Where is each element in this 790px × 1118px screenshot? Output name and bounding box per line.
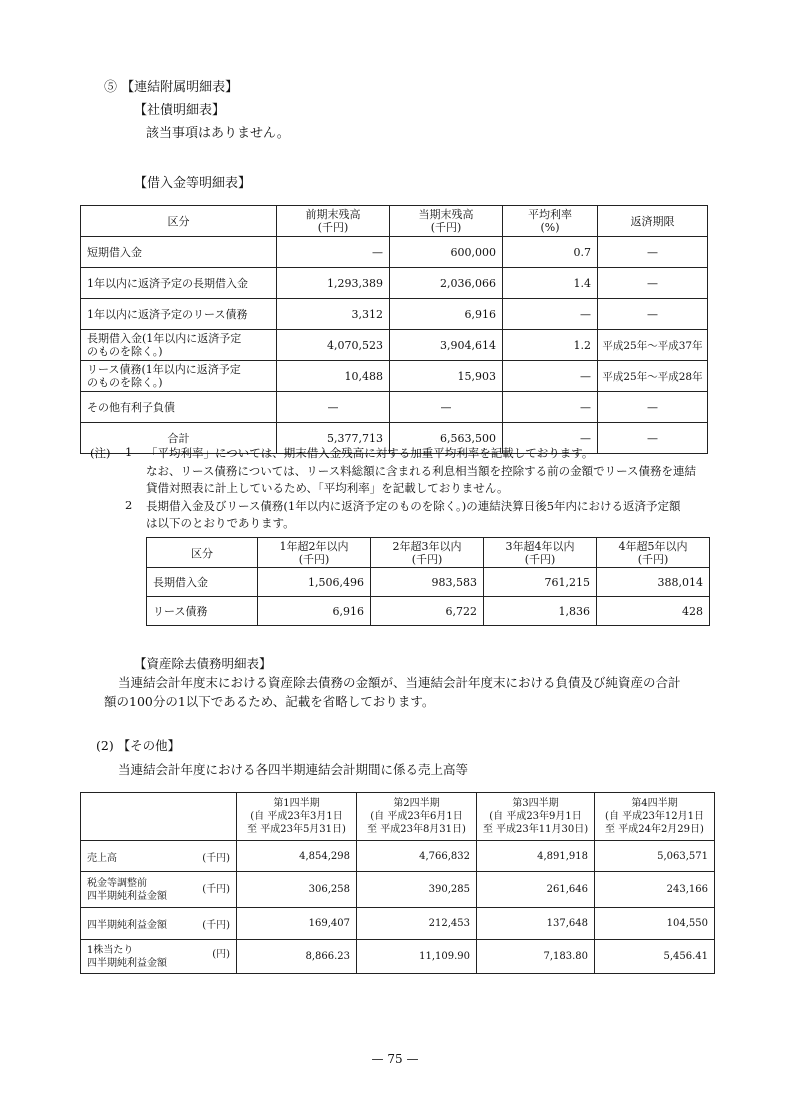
row-q2: 4,766,832 — [357, 841, 477, 872]
note2-line1: 長期借入金及びリース債務(1年以内に返済予定のものを除く。)の連結決算日後5年内における返済予定額 — [146, 499, 681, 513]
row-curr: — — [390, 392, 503, 423]
page-number: — 75 — — [371, 1052, 419, 1066]
row-q4: 243,166 — [595, 872, 715, 908]
table-row — [81, 872, 715, 908]
row-prev: — — [277, 237, 390, 268]
aro-line2: 額の100分の1以下であるため、記載を省略しております。 — [104, 694, 435, 709]
table-row — [147, 568, 710, 597]
table-row — [81, 841, 715, 872]
total-rate: — — [503, 423, 598, 454]
row-q1: 4,854,298 — [237, 841, 357, 872]
row-q4: 5,063,571 — [595, 841, 715, 872]
quarter-header-q4: 第4四半期 (自 平成23年12月1日 至 平成24年2月29日) — [595, 793, 715, 841]
repay-header-row — [147, 538, 710, 568]
repay-table — [146, 537, 710, 626]
row-prev: 3,312 — [277, 299, 390, 330]
repay-header-category: 区分 — [147, 538, 258, 568]
notes-marker: (注) — [90, 446, 111, 460]
row-rate: — — [503, 361, 598, 392]
row-prev: 4,070,523 — [277, 330, 390, 361]
loans-header-category: 区分 — [81, 206, 277, 237]
bonds-text: 該当事項はありません。 — [146, 126, 290, 141]
row-label: リース債務(1年以内に返済予定 のものを除く。) — [81, 361, 277, 392]
row-y2: 983,583 — [371, 568, 484, 597]
row-q4: 5,456.41 — [595, 940, 715, 974]
row-label: 長期借入金(1年以内に返済予定 のものを除く。) — [81, 330, 277, 361]
note2-number: 2 — [125, 498, 133, 512]
row-curr: 600,000 — [390, 237, 503, 268]
row-due: 平成25年～平成28年 — [598, 361, 708, 392]
note2-line2: は以下のとおりであります。 — [146, 516, 295, 530]
row-q2: 11,109.90 — [357, 940, 477, 974]
table-row — [81, 299, 708, 330]
loans-table — [80, 205, 708, 454]
quarter-header-blank — [81, 793, 237, 841]
table-row — [81, 237, 708, 268]
row-rate: 1.4 — [503, 268, 598, 299]
note1-line1: 「平均利率」については、期末借入金残高に対する加重平均利率を記載しております。 — [146, 446, 594, 460]
row-rate: — — [503, 299, 598, 330]
loans-header-prev: 前期末残高 (千円) — [277, 206, 390, 237]
quarter-table — [80, 792, 715, 974]
row-q2: 212,453 — [357, 908, 477, 940]
row-y4: 428 — [597, 597, 710, 626]
row-label: 長期借入金 — [147, 568, 258, 597]
row-due: — — [598, 392, 708, 423]
row-q1: 8,866.23 — [237, 940, 357, 974]
table-row — [81, 268, 708, 299]
table-row — [81, 908, 715, 940]
total-prev: 5,377,713 — [277, 423, 390, 454]
row-y3: 1,836 — [484, 597, 597, 626]
row-rate: 1.2 — [503, 330, 598, 361]
row-label: 1年以内に返済予定の長期借入金 — [81, 268, 277, 299]
row-rate: 0.7 — [503, 237, 598, 268]
row-y1: 6,916 — [258, 597, 371, 626]
row-curr: 3,904,614 — [390, 330, 503, 361]
row-label: リース債務 — [147, 597, 258, 626]
loans-heading: 【借入金等明細表】 — [134, 176, 252, 191]
row-prev: — — [277, 392, 390, 423]
repay-header-y3: 3年超4年以内 (千円) — [484, 538, 597, 568]
section2-heading: (2) 【その他】 — [96, 738, 181, 753]
row-q1: 169,407 — [237, 908, 357, 940]
quarter-header-q3: 第3四半期 (自 平成23年9月1日 至 平成23年11月30日) — [477, 793, 595, 841]
row-prev: 10,488 — [277, 361, 390, 392]
repay-header-y2: 2年超3年以内 (千円) — [371, 538, 484, 568]
total-label: 合計 — [81, 423, 277, 454]
repay-header-y1: 1年超2年以内 (千円) — [258, 538, 371, 568]
quarter-header-q1: 第1四半期 (自 平成23年3月1日 至 平成23年5月31日) — [237, 793, 357, 841]
table-row — [81, 940, 715, 974]
row-q3: 7,183.80 — [477, 940, 595, 974]
row-q3: 261,646 — [477, 872, 595, 908]
table-row — [81, 392, 708, 423]
row-curr: 15,903 — [390, 361, 503, 392]
row-label: (円) 1株当たり 四半期純利益金額 — [81, 940, 237, 974]
row-label: 短期借入金 — [81, 237, 277, 268]
row-due: — — [598, 268, 708, 299]
row-rate: — — [503, 392, 598, 423]
quarter-header-row — [81, 793, 715, 841]
row-y2: 6,722 — [371, 597, 484, 626]
row-q2: 390,285 — [357, 872, 477, 908]
section5-heading: ⑤ 【連結附属明細表】 — [104, 80, 239, 95]
row-q3: 4,891,918 — [477, 841, 595, 872]
row-q1: 306,258 — [237, 872, 357, 908]
loans-header-curr: 当期末残高 (千円) — [390, 206, 503, 237]
row-due: — — [598, 237, 708, 268]
table-row — [147, 597, 710, 626]
row-prev: 1,293,389 — [277, 268, 390, 299]
table-row — [81, 361, 708, 392]
table-row — [81, 330, 708, 361]
row-y4: 388,014 — [597, 568, 710, 597]
bonds-heading: 【社債明細表】 — [134, 103, 226, 118]
loans-header-row — [81, 206, 708, 237]
total-due: — — [598, 423, 708, 454]
quarter-header-q2: 第2四半期 (自 平成23年6月1日 至 平成23年8月31日) — [357, 793, 477, 841]
section2-subheading: 当連結会計年度における各四半期連結会計期間に係る売上高等 — [118, 762, 469, 777]
row-curr: 6,916 — [390, 299, 503, 330]
row-label: (千円) 税金等調整前 四半期純利益金額 — [81, 872, 237, 908]
row-q3: 137,648 — [477, 908, 595, 940]
row-curr: 2,036,066 — [390, 268, 503, 299]
total-curr: 6,563,500 — [390, 423, 503, 454]
row-label: 四半期純利益金額 (千円) — [81, 908, 237, 940]
row-label: その他有利子負債 — [81, 392, 277, 423]
repay-header-y4: 4年超5年以内 (千円) — [597, 538, 710, 568]
row-q4: 104,550 — [595, 908, 715, 940]
note1-number: 1 — [125, 445, 133, 459]
row-due: — — [598, 299, 708, 330]
aro-line1: 当連結会計年度末における資産除去債務の金額が、当連結会計年度末における負債及び純資産の合計 — [118, 675, 681, 690]
row-label: 売上高 (千円) — [81, 841, 237, 872]
note1-line2: なお、リース債務については、リース料総額に含まれる利息相当額を控除する前の金額でリース債務を連結 — [146, 464, 697, 478]
loans-header-due: 返済期限 — [598, 206, 708, 237]
row-label: 1年以内に返済予定のリース債務 — [81, 299, 277, 330]
note1-line3: 貸借対照表に計上しているため、「平均利率」を記載しておりません。 — [146, 481, 509, 495]
row-y3: 761,215 — [484, 568, 597, 597]
row-y1: 1,506,496 — [258, 568, 371, 597]
aro-heading: 【資産除去債務明細表】 — [134, 656, 272, 671]
loans-header-rate: 平均利率 (%) — [503, 206, 598, 237]
row-due: 平成25年～平成37年 — [598, 330, 708, 361]
